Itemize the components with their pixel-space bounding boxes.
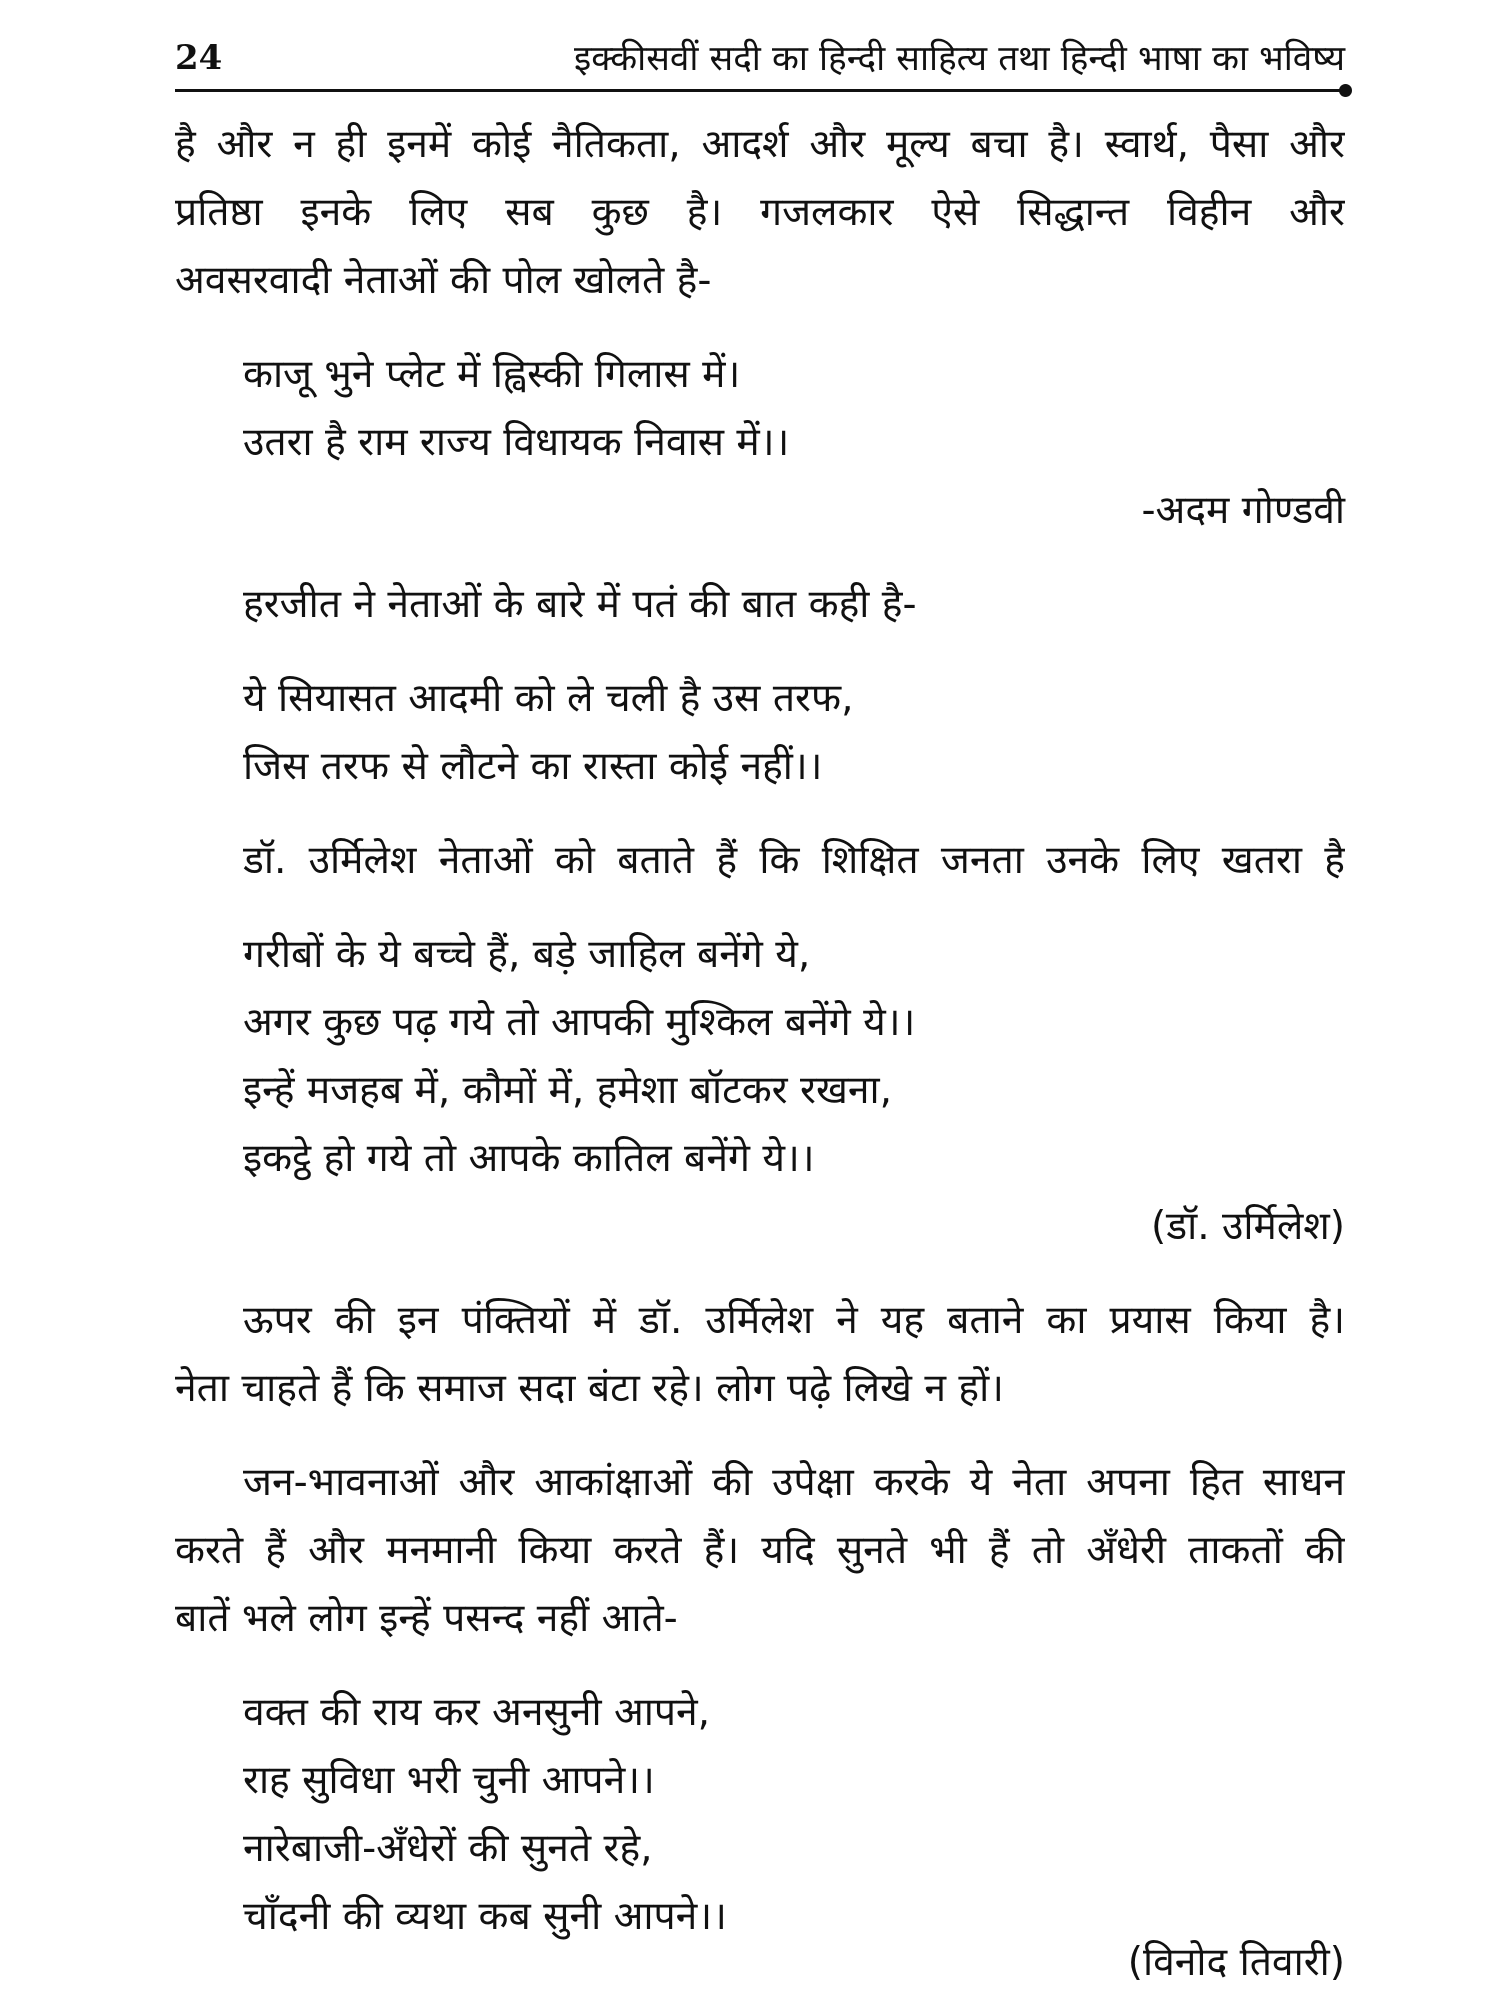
paragraph-line: जन-भावनाओं और आकांक्षाओं की उपेक्षा करके ये नेता अपना हित साधन	[243, 1460, 1345, 1505]
verse-author: (डॉ. उर्मिलेश)	[1151, 1204, 1345, 1249]
paragraph-line: अवसरवादी नेताओं की पोल खोलते है-	[175, 258, 712, 303]
verse-line: अगर कुछ पढ़ गये तो आपकी मुश्किल बनेंगे ये।।	[243, 1000, 916, 1045]
paragraph-line: हरजीत ने नेताओं के बारे में पतं की बात कही है-	[243, 582, 917, 627]
header-rule	[175, 89, 1345, 92]
page-number: 24	[175, 38, 223, 78]
page-header	[175, 32, 1345, 88]
verse-line: उतरा है राम राज्य विधायक निवास में।।	[243, 420, 790, 465]
verse-line: वक्त की राय कर अनसुनी आपने,	[243, 1690, 711, 1735]
verse-line: काजू भुने प्लेट में ह्विस्की गिलास में।	[243, 352, 741, 397]
verse-line: इकट्ठे हो गये तो आपके कातिल बनेंगे ये।।	[243, 1136, 815, 1181]
verse-author: -अदम गोण्डवी	[1141, 488, 1345, 533]
paragraph-line: प्रतिष्ठा इनके लिए सब कुछ है। गजलकार ऐसे सिद्धान्त विहीन और	[175, 190, 1345, 235]
verse-line: गरीबों के ये बच्चे हैं, बड़े जाहिल बनेंगे ये,	[243, 932, 811, 977]
verse-line: राह सुविधा भरी चुनी आपने।।	[243, 1758, 655, 1803]
header-rule-dot	[1339, 84, 1352, 97]
verse-line: इन्हें मजहब में, कौमों में, हमेशा बॉटकर रखना,	[243, 1068, 893, 1113]
paragraph-line: डॉ. उर्मिलेश नेताओं को बताते हैं कि शिक्षित जनता उनके लिए खतरा है	[243, 838, 1345, 883]
verse-line: नारेबाजी-अँधेरों की सुनते रहे,	[243, 1826, 653, 1871]
paragraph-line: है और न ही इनमें कोई नैतिकता, आदर्श और मूल्य बचा है। स्वार्थ, पैसा और	[175, 122, 1345, 167]
verse-line: ये सियासत आदमी को ले चली है उस तरफ,	[243, 676, 854, 721]
paragraph-line: करते हैं और मनमानी किया करते हैं। यदि सुनते भी हैं तो अँधेरी ताकतों की	[175, 1528, 1345, 1573]
verse-line: चाँदनी की व्यथा कब सुनी आपने।।	[243, 1894, 727, 1939]
running-title: इक्कीसवीं सदी का हिन्दी साहित्य तथा हिन्दी भाषा का भविष्य	[574, 39, 1345, 79]
verse-line: जिस तरफ से लौटने का रास्ता कोई नहीं।।	[243, 744, 823, 789]
verse-author: (विनोद तिवारी)	[1127, 1940, 1345, 1985]
paragraph-line: बातें भले लोग इन्हें पसन्द नहीं आते-	[175, 1596, 678, 1641]
paragraph-line: ऊपर की इन पंक्तियों में डॉ. उर्मिलेश ने यह बताने का प्रयास किया है।	[243, 1298, 1345, 1343]
paragraph-line: नेता चाहते हैं कि समाज सदा बंटा रहे। लोग पढ़े लिखे न हों।	[175, 1366, 1004, 1411]
